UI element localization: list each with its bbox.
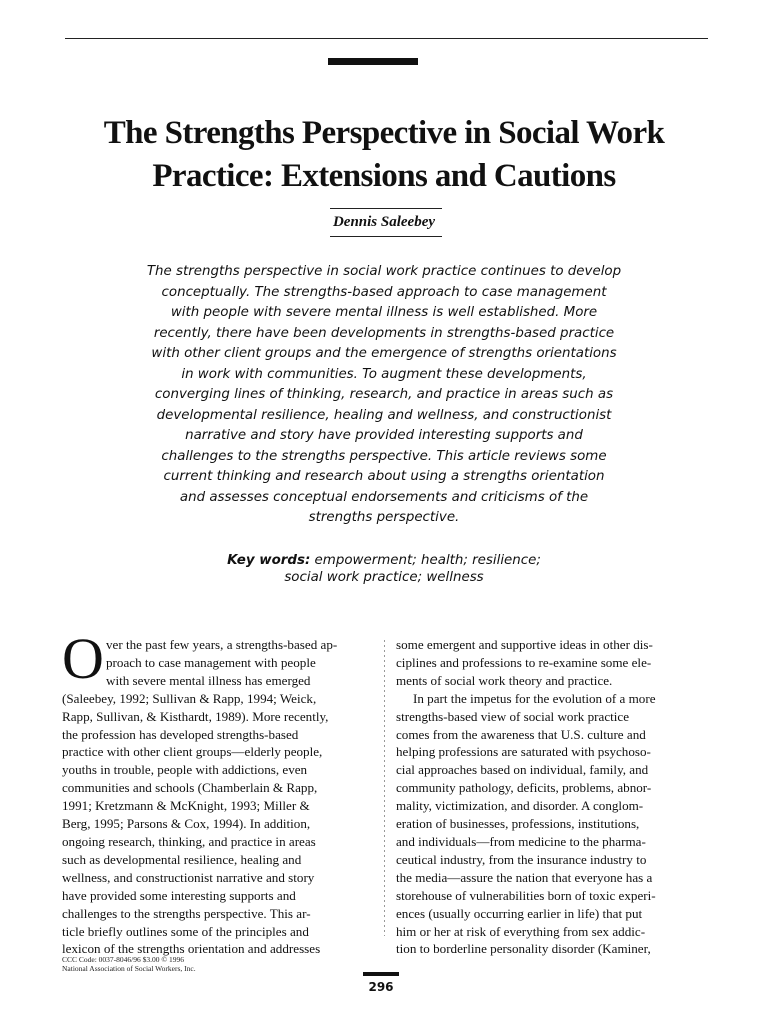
body-line: helping professions are saturated with psychoso- [396, 744, 651, 760]
body-line: ver the past few years, a strengths-based ap- [106, 637, 338, 652]
body-line: communities and schools (Chamberlain & Rapp, [62, 780, 318, 796]
column-divider [384, 640, 385, 936]
body-line: Rapp, Sullivan, & Kisthardt, 1989). More recently, [62, 708, 329, 724]
body-line: (Saleebey, 1992; Sullivan & Rapp, 1994; Weick, [62, 690, 317, 706]
keywords-line-1 [130, 552, 638, 569]
title-line: Practice: Extensions and Cautions [152, 158, 616, 194]
abstract [130, 262, 638, 529]
body-line: In part the impetus for the evolution of a more [413, 690, 656, 706]
body-line: some emergent and supportive ideas in other dis- [396, 637, 653, 652]
body-line: him or her at risk of everything from sex addic- [396, 923, 646, 939]
publisher: National Association of Social Workers, Inc. [62, 964, 196, 973]
page-number: 296 [368, 980, 394, 994]
abstract-line: The strengths perspective in social work practice continues to develop [146, 264, 622, 279]
body-line: have provided some interesting supports and [62, 887, 296, 903]
body-line: ceutical industry, from the insurance industry to [396, 851, 647, 867]
title-line: The Strengths Perspective in Social Work [103, 115, 665, 151]
author-rule-top [330, 208, 442, 209]
body-line: challenges to the strengths perspective. This ar- [62, 905, 311, 921]
keywords [130, 552, 638, 586]
body-line: storehouse of vulnerabilities born of toxic experi- [396, 887, 656, 903]
body-line: lexicon of the strengths orientation and addresses [62, 941, 321, 957]
abstract-line: with other client groups and the emergence of strengths orientations [151, 346, 617, 361]
drop-cap: O [62, 626, 104, 691]
page-number-bar [363, 972, 399, 976]
keywords-label: Key words: [227, 553, 311, 568]
body-line: and individuals—from medicine to the pharma- [396, 833, 646, 849]
abstract-line: current thinking and research about using a strengths orientation [163, 469, 605, 484]
body-line: Berg, 1995; Parsons & Cox, 1994). In addition, [62, 816, 311, 832]
body-line: community pathology, deficits, problems, abnor- [396, 780, 652, 796]
abstract-line: conceptually. The strengths-based approach to case management [161, 284, 607, 300]
body-column-right [396, 636, 706, 958]
abstract-line: and assesses conceptual endorsements and criticisms of the [179, 489, 589, 505]
body-line: such as developmental resilience, healing and [62, 851, 302, 867]
top-decorative-bar [328, 58, 418, 65]
keywords-terms-2: social work practice; wellness [284, 570, 484, 585]
body-line: ticle briefly outlines some of the principles and [62, 923, 309, 939]
body-line: eration of businesses, professions, institutions, [396, 816, 640, 832]
body-line: ciplines and professions to re-examine some ele- [396, 654, 652, 670]
author-name: Dennis Saleebey [332, 214, 436, 230]
abstract-line: challenges to the strengths perspective. This article reviews some [161, 448, 607, 464]
article-title [0, 112, 768, 198]
abstract-line: strengths perspective. [308, 510, 460, 525]
body-line: tion to borderline personality disorder (Kaminer, [396, 941, 651, 957]
abstract-line: recently, there have been developments in strengths-based practice [153, 325, 615, 341]
body-line: 1991; Kretzmann & McKnight, 1993; Miller & [62, 798, 310, 814]
abstract-line: in work with communities. To augment these developments, [181, 366, 587, 382]
top-rule [65, 38, 708, 39]
body-line: mality, victimization, and disorder. A conglom- [396, 798, 644, 814]
body-line: practice with other client groups—elderly people, [62, 744, 323, 760]
keywords-terms-1: empowerment; health; resilience; [310, 553, 541, 568]
body-column-left [62, 636, 374, 958]
abstract-line: converging lines of thinking, research, and practice in areas such as [154, 387, 614, 402]
body-line: ences (usually occurring earlier in life) that put [396, 905, 643, 921]
copyright-footnote [62, 955, 196, 973]
body-line: youths in trouble, people with addictions, even [62, 762, 308, 778]
abstract-line: developmental resilience, healing and wellness, and constructionist [156, 407, 612, 423]
body-line: the media—assure the nation that everyone has a [396, 869, 653, 885]
body-line: proach to case management with people [106, 654, 316, 670]
body-line: cial approaches based on individual, family, and [396, 762, 649, 778]
body-line: ments of social work theory and practice. [396, 672, 613, 688]
abstract-line: with people with severe mental illness is well established. More [170, 305, 598, 320]
abstract-line: narrative and story have provided interesting supports and [185, 428, 583, 443]
body-line: wellness, and constructionist narrative and story [62, 869, 315, 885]
body-line: ongoing research, thinking, and practice in areas [62, 833, 316, 849]
author-rule-bottom [330, 236, 442, 237]
body-line: comes from the awareness that U.S. culture and [396, 726, 646, 742]
body-line: strengths-based view of social work practice [396, 708, 630, 724]
ccc-code: CCC Code: 0037-8046/96 $3.00 © 1996 [62, 955, 184, 964]
body-line: with severe mental illness has emerged [106, 672, 311, 688]
body-line: the profession has developed strengths-based [62, 726, 299, 742]
